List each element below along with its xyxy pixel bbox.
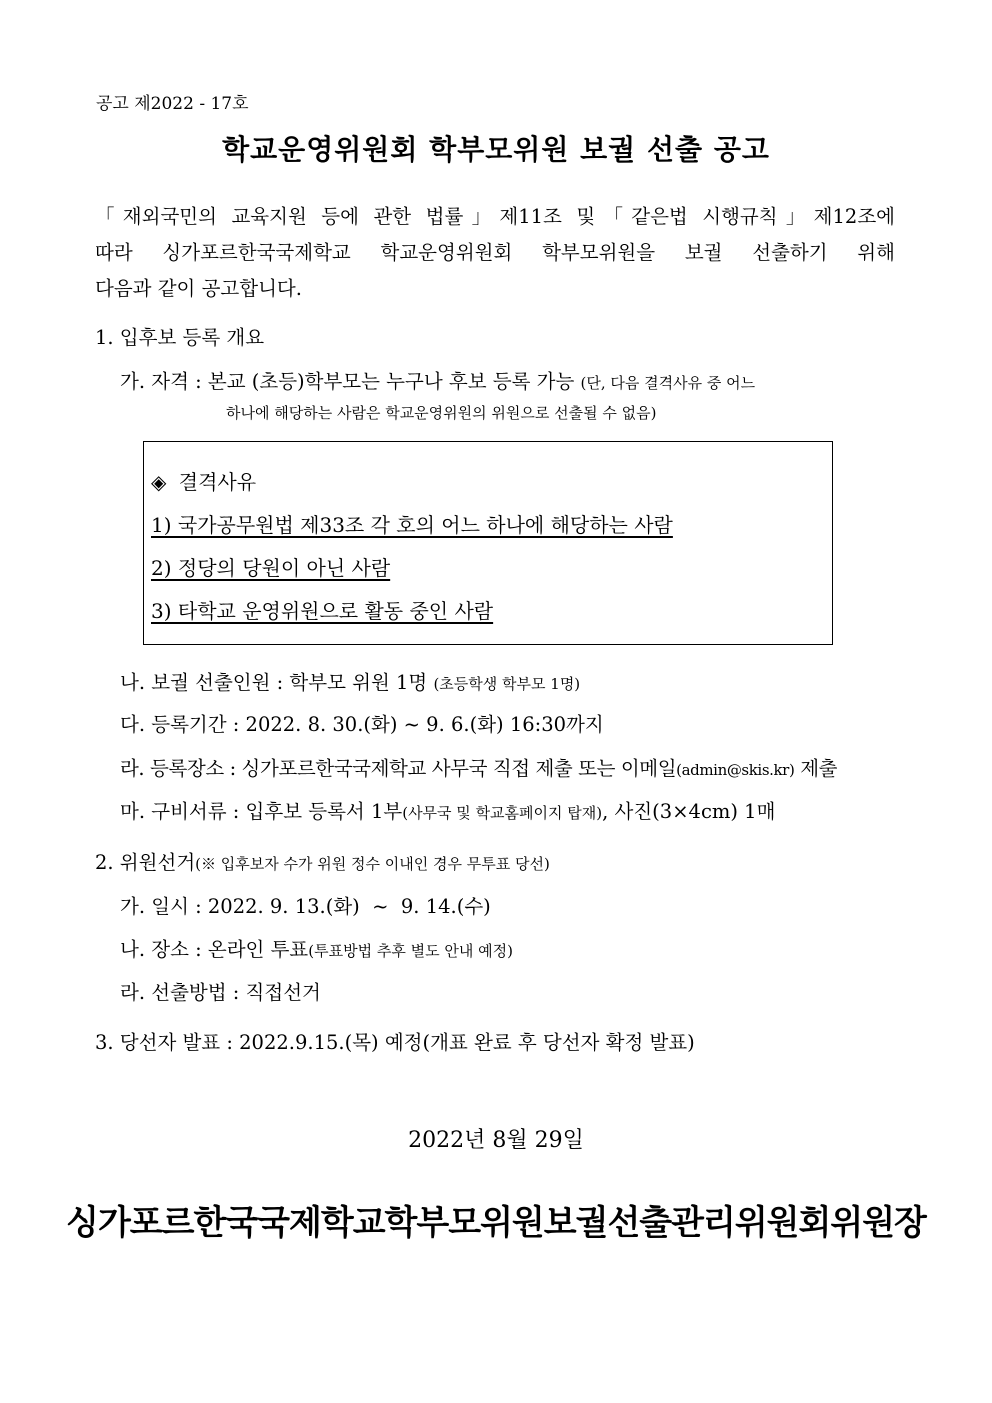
registration-email: (admin@skis.kr) <box>676 761 795 779</box>
qualification-main: 가. 자격 : 본교 (초등)학부모는 누구나 후보 등록 가능 <box>120 370 575 393</box>
section2-note: (※ 입후보자 수가 위원 정수 이내인 경우 무투표 당선) <box>195 855 550 873</box>
registration-period: 다. 등록기간 : 2022. 8. 30.(화) ~ 9. 6.(화) 16:30까지 <box>120 713 604 736</box>
documents-main: 마. 구비서류 : 입후보 등록서 1부 <box>120 800 403 823</box>
election-place: 나. 장소 : 온라인 투표 <box>120 938 309 961</box>
documents-tail: , 사진(3×4cm) 1매 <box>602 800 776 823</box>
seats-note: (초등학생 학부모 1명) <box>433 675 581 693</box>
disqualification-heading-row <box>151 472 256 492</box>
section2-heading-row <box>95 853 550 873</box>
disqualification-heading: 결격사유 <box>178 470 257 494</box>
disqualification-item-3: 3) 타학교 운영위원으로 활동 중인 사람 <box>151 599 494 623</box>
registration-place-tail: 제출 <box>800 757 838 780</box>
diamond-bullet-icon: ◈ <box>151 470 167 494</box>
seats-main: 나. 보궐 선출인원 : 학부모 위원 1명 <box>120 671 428 694</box>
notice-date: 2022년 8월 29일 <box>408 1128 584 1153</box>
disqualification-item-2: 2) 정당의 당원이 아닌 사람 <box>151 556 391 580</box>
qualification-note-cont: 하나에 해당하는 사람은 학교운영위원의 위원으로 선출될 수 없음) <box>226 404 657 422</box>
election-date: 가. 일시 : 2022. 9. 13.(화) ~ 9. 14.(수) <box>120 895 491 918</box>
disqualification-item-1: 1) 국가공무원법 제33조 각 호의 어느 하나에 해당하는 사람 <box>151 513 673 537</box>
intro-line-3: 다음과 같이 공고합니다. <box>95 277 302 300</box>
section2-heading: 2. 위원선거 <box>95 851 196 874</box>
notice-number: 공고 제2022 - 17호 <box>96 94 249 114</box>
registration-place <box>120 759 837 779</box>
qualification-line <box>120 372 755 392</box>
intro-line-1: 「재외국민의 교육지원 등에 관한 법률」제11조 및「같은법 시행규칙」제12조에 <box>95 205 895 228</box>
disqualification-box <box>143 441 833 645</box>
section1-heading: 1. 입후보 등록 개요 <box>95 326 265 349</box>
documents-note: (사무국 및 학교홈페이지 탑재) <box>402 804 603 822</box>
election-method: 라. 선출방법 : 직접선거 <box>120 981 321 1004</box>
qualification-note: (단, 다음 결격사유 중 어느 <box>580 374 756 392</box>
signer-title: 싱가포르한국국제학교학부모위원보궐선출관리위원회위원장 <box>66 1203 926 1243</box>
seats-line <box>120 673 580 693</box>
election-place-line <box>120 940 513 960</box>
registration-place-main: 라. 등록장소 : 싱가포르한국국제학교 사무국 직접 제출 또는 이메일 <box>120 757 677 780</box>
section3-announcement: 3. 당선자 발표 : 2022.9.15.(목) 예정(개표 완료 후 당선자 확정 발표) <box>95 1031 695 1054</box>
election-place-note: (투표방법 추후 별도 안내 예정) <box>308 942 513 960</box>
intro-line-2: 따라 싱가포르한국국제학교 학교운영위원회 학부모위원을 보궐 선출하기 위해 <box>95 241 895 264</box>
notice-title: 학교운영위원회 학부모위원 보궐 선출 공고 <box>222 133 770 166</box>
required-documents <box>120 802 775 822</box>
